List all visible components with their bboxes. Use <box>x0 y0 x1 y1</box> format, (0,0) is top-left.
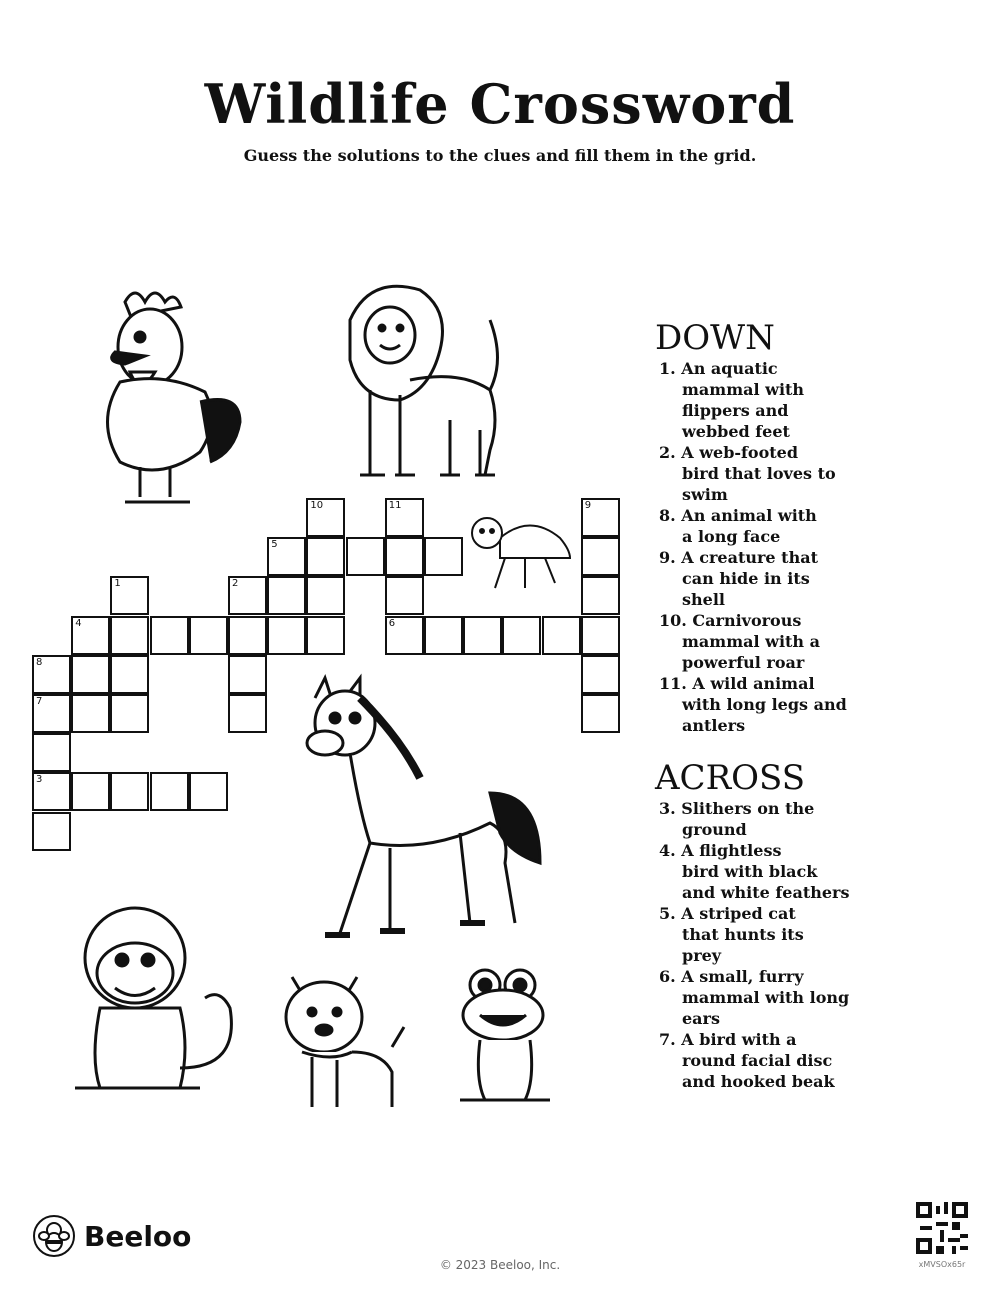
clue-number: 3 <box>36 774 43 786</box>
clue-number: 4 <box>75 617 82 629</box>
clue-number: 11 <box>388 500 402 511</box>
across-heading: ACROSS <box>655 758 806 798</box>
copyright: © 2023 Beeloo, Inc. <box>439 1258 561 1272</box>
clue-line: a long face <box>682 527 781 546</box>
beeloo-logo <box>32 1214 191 1258</box>
across-clue <box>659 840 995 903</box>
crossword-cell[interactable] <box>228 694 267 733</box>
horse-illustration <box>300 673 550 948</box>
crossword-cell[interactable] <box>581 576 620 615</box>
crossword-cell[interactable] <box>110 655 149 694</box>
crossword-cell[interactable] <box>385 616 424 655</box>
clue-line: 6. A small, furry <box>659 967 804 986</box>
clue-line: 9. A creature that <box>659 548 818 567</box>
clue-line: 8. An animal with <box>659 506 817 525</box>
down-clue <box>659 547 995 610</box>
crossword-cell[interactable] <box>502 616 541 655</box>
crossword-cell[interactable] <box>581 616 620 655</box>
clue-line: and hooked beak <box>682 1072 835 1091</box>
lion-illustration <box>340 280 510 490</box>
crossword-cell[interactable] <box>150 616 189 655</box>
qr-code <box>916 1202 968 1254</box>
crossword-cell[interactable] <box>228 576 267 615</box>
crossword-cell[interactable] <box>110 616 149 655</box>
clue-line: 1. An aquatic <box>659 359 778 378</box>
clue-line: that hunts its <box>682 925 804 944</box>
crossword-cell[interactable] <box>581 694 620 733</box>
down-clues <box>655 318 995 736</box>
crossword-cell[interactable] <box>306 576 345 615</box>
crossword-cell[interactable] <box>385 537 424 576</box>
crossword-cell[interactable] <box>267 576 306 615</box>
clue-line: with long legs and <box>682 695 847 714</box>
clue-line: bird that loves to <box>682 464 836 483</box>
clue-line: 11. A wild animal <box>659 674 815 693</box>
across-clues <box>655 758 995 1092</box>
crossword-cell[interactable] <box>346 537 385 576</box>
crossword-cell[interactable] <box>150 772 189 811</box>
clue-line: shell <box>682 590 725 609</box>
crossword-cell[interactable] <box>32 694 71 733</box>
page-title: Wildlife Crossword <box>204 72 796 136</box>
across-clue <box>659 966 995 1029</box>
crossword-cell[interactable] <box>267 616 306 655</box>
crossword-cell[interactable] <box>32 733 71 772</box>
crossword-cell[interactable] <box>32 655 71 694</box>
crossword-cell[interactable] <box>581 537 620 576</box>
crossword-cell[interactable] <box>71 616 110 655</box>
clue-line: ears <box>682 1009 720 1028</box>
clue-line: 7. A bird with a <box>659 1030 797 1049</box>
across-clue <box>659 903 995 966</box>
crossword-cell[interactable] <box>267 537 306 576</box>
clue-line: mammal with a <box>682 632 820 651</box>
crossword-cell[interactable] <box>71 694 110 733</box>
frog-illustration <box>455 965 555 1110</box>
crossword-cell[interactable] <box>385 576 424 615</box>
crossword-cell[interactable] <box>581 655 620 694</box>
rooster-illustration <box>95 282 245 522</box>
monkey-illustration <box>70 898 250 1098</box>
crossword-cell[interactable] <box>581 498 620 537</box>
turtle-illustration <box>470 513 580 593</box>
bee-icon <box>32 1214 76 1258</box>
crossword-cell[interactable] <box>385 498 424 537</box>
crossword-cell[interactable] <box>306 498 345 537</box>
clue-line: 3. Slithers on the <box>659 799 815 818</box>
clue-line: 5. A striped cat <box>659 904 796 923</box>
clue-line: webbed feet <box>682 422 790 441</box>
clue-line: can hide in its <box>682 569 810 588</box>
clue-line: swim <box>682 485 728 504</box>
crossword-cell[interactable] <box>424 537 463 576</box>
down-heading: DOWN <box>655 318 775 358</box>
crossword-cell[interactable] <box>228 616 267 655</box>
clue-line: antlers <box>682 716 746 735</box>
down-clue <box>659 673 995 736</box>
clue-line: round facial disc <box>682 1051 833 1070</box>
crossword-cell[interactable] <box>189 616 228 655</box>
clue-line: mammal with long <box>682 988 850 1007</box>
clue-number: 8 <box>36 656 43 668</box>
crossword-cell[interactable] <box>463 616 502 655</box>
clue-number: 7 <box>36 696 43 707</box>
crossword-cell[interactable] <box>71 772 110 811</box>
clue-line: powerful roar <box>682 653 805 672</box>
clue-line: and white feathers <box>682 883 850 902</box>
crossword-cell[interactable] <box>306 616 345 655</box>
across-clue <box>659 1029 995 1092</box>
crossword-cell[interactable] <box>110 576 149 615</box>
clue-line: 2. A web-footed <box>659 443 799 462</box>
crossword-cell[interactable] <box>306 537 345 576</box>
crossword-cell[interactable] <box>32 812 71 851</box>
clue-number: 1 <box>114 578 121 590</box>
clue-line: 4. A flightless <box>659 841 782 860</box>
clue-line: prey <box>682 946 722 965</box>
down-clue <box>659 610 995 673</box>
down-clue <box>659 505 995 547</box>
instructions: Guess the solutions to the clues and fill them in the grid. <box>243 146 757 165</box>
clue-line: mammal with <box>682 380 805 399</box>
brand-name: Beeloo <box>84 1219 192 1253</box>
clue-line: 10. Carnivorous <box>659 611 802 630</box>
down-clue <box>659 358 995 442</box>
crossword-cell[interactable] <box>542 616 581 655</box>
clue-line: flippers and <box>682 401 789 420</box>
worksheet-code: xMVSOx65r <box>918 1260 966 1269</box>
across-clue <box>659 798 995 840</box>
clue-number: 2 <box>232 578 239 590</box>
clue-number: 6 <box>388 617 396 629</box>
clue-number: 9 <box>584 500 592 511</box>
clue-number: 10 <box>310 500 324 511</box>
clue-line: bird with black <box>682 862 818 881</box>
clue-line: ground <box>682 820 747 839</box>
crossword-cell[interactable] <box>32 772 71 811</box>
crossword-cell[interactable] <box>110 772 149 811</box>
down-clue <box>659 442 995 505</box>
crossword-cell[interactable] <box>228 655 267 694</box>
clue-number: 5 <box>271 539 278 551</box>
dog-illustration <box>282 972 412 1112</box>
crossword-cell[interactable] <box>71 655 110 694</box>
crossword-cell[interactable] <box>110 694 149 733</box>
crossword-cell[interactable] <box>189 772 228 811</box>
crossword-cell[interactable] <box>424 616 463 655</box>
